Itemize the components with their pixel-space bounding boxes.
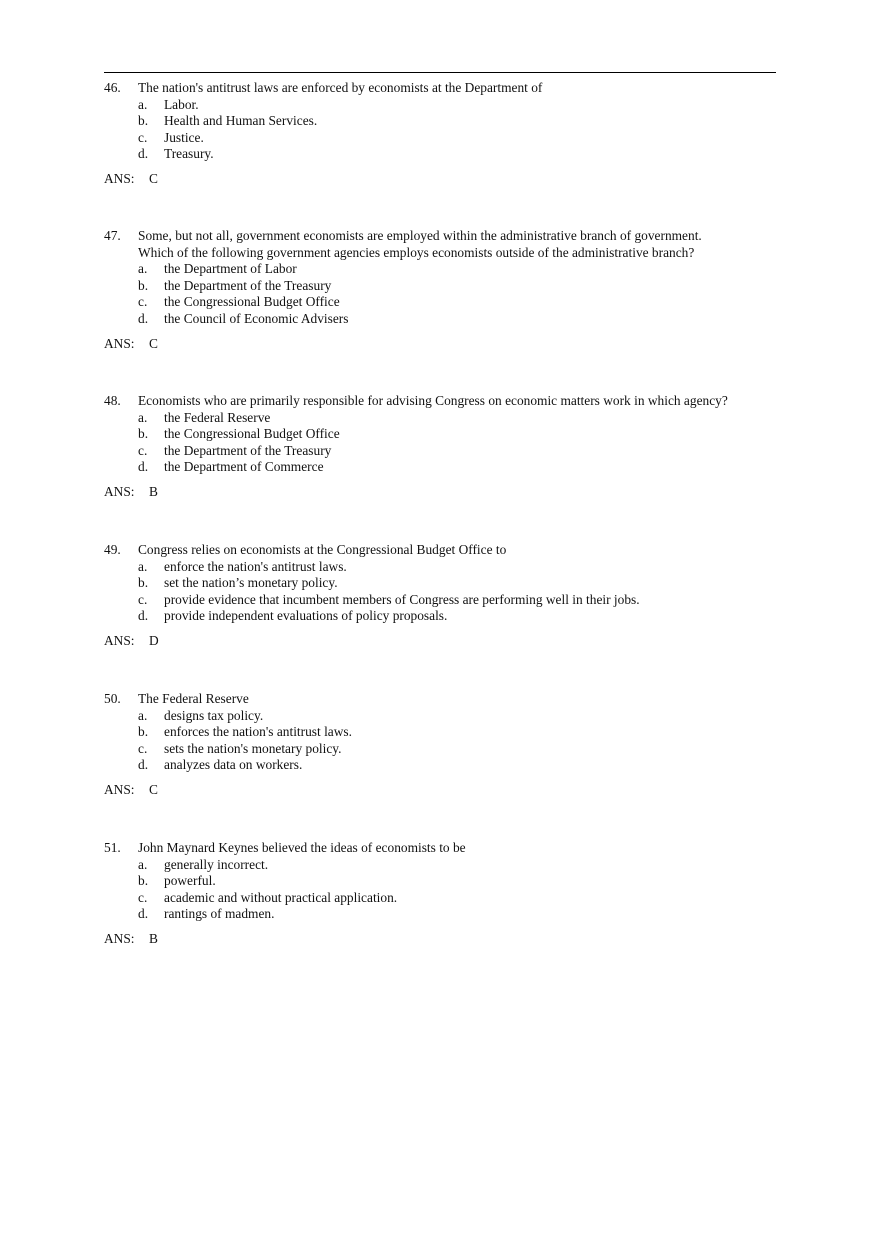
answer-value: C <box>149 781 158 797</box>
option-text: rantings of madmen. <box>164 906 275 922</box>
option-d <box>104 459 784 476</box>
question-text: Some, but not all, government economists are employed within the administrative branch of government. <box>138 228 702 243</box>
answer-label: ANS: <box>104 335 135 351</box>
question-stem-line <box>104 245 784 262</box>
option-text: provide evidence that incumbent members of Congress are performing well in their jobs. <box>164 591 640 607</box>
question-50 <box>104 691 784 799</box>
option-letter: c. <box>138 442 148 458</box>
answer-label: ANS: <box>104 781 135 797</box>
answer-value: D <box>149 632 159 648</box>
option-letter: c. <box>138 294 148 310</box>
option-text: Treasury. <box>164 146 214 162</box>
question-number: 47. <box>104 228 121 243</box>
option-text: sets the nation's monetary policy. <box>164 740 342 756</box>
option-c <box>104 130 784 147</box>
answer-label: ANS: <box>104 483 135 499</box>
option-letter: c. <box>138 889 148 905</box>
option-letter: c. <box>138 740 148 756</box>
option-text: set the nation’s monetary policy. <box>164 575 338 591</box>
option-a <box>104 97 784 114</box>
answer-line <box>104 171 784 188</box>
option-text: the Department of Labor <box>164 261 297 277</box>
answer-line <box>104 484 784 501</box>
option-letter: b. <box>138 575 149 591</box>
question-51 <box>104 840 784 948</box>
answer-value: C <box>149 335 158 351</box>
option-text: the Federal Reserve <box>164 409 271 425</box>
option-text: the Council of Economic Advisers <box>164 310 349 326</box>
question-46 <box>104 80 784 188</box>
option-letter: c. <box>138 129 148 145</box>
option-letter: a. <box>138 261 148 277</box>
answer-value: B <box>149 930 158 946</box>
question-stem-line <box>104 840 784 857</box>
question-stem-line <box>104 393 784 410</box>
option-text: academic and without practical application. <box>164 889 398 905</box>
option-text: powerful. <box>164 873 216 889</box>
question-stem-line <box>104 691 784 708</box>
option-c <box>104 592 784 609</box>
question-text: Economists who are primarily responsible for advising Congress on economic matters work in which agency? <box>138 393 728 408</box>
question-text: Which of the following government agencies employs economists outside of the administrative branch? <box>138 244 695 260</box>
option-b <box>104 873 784 890</box>
option-c <box>104 741 784 758</box>
option-text: Health and Human Services. <box>164 113 318 129</box>
question-48 <box>104 393 784 501</box>
option-text: Justice. <box>164 129 204 145</box>
option-letter: b. <box>138 113 149 129</box>
question-stem-line <box>104 228 784 245</box>
question-47 <box>104 228 784 352</box>
option-letter: d. <box>138 757 149 773</box>
option-letter: b. <box>138 277 149 293</box>
question-number: 50. <box>104 691 121 706</box>
option-d <box>104 146 784 163</box>
option-b <box>104 278 784 295</box>
question-text: John Maynard Keynes believed the ideas of economists to be <box>138 840 466 855</box>
option-d <box>104 608 784 625</box>
option-letter: a. <box>138 856 148 872</box>
option-text: analyzes data on workers. <box>164 757 303 773</box>
top-rule <box>104 72 776 73</box>
question-text: Congress relies on economists at the Congressional Budget Office to <box>138 542 507 557</box>
question-text: The Federal Reserve <box>138 691 249 706</box>
answer-value: C <box>149 170 158 186</box>
option-b <box>104 113 784 130</box>
option-text: enforces the nation's antitrust laws. <box>164 724 352 740</box>
option-text: generally incorrect. <box>164 856 269 872</box>
option-text: the Department of the Treasury <box>164 277 332 293</box>
answer-line <box>104 782 784 799</box>
option-b <box>104 426 784 443</box>
option-letter: a. <box>138 96 148 112</box>
option-text: the Congressional Budget Office <box>164 294 340 310</box>
option-text: provide independent evaluations of policy proposals. <box>164 608 448 624</box>
option-text: the Department of the Treasury <box>164 442 332 458</box>
option-b <box>104 724 784 741</box>
option-letter: a. <box>138 409 148 425</box>
option-a <box>104 261 784 278</box>
question-number: 48. <box>104 393 121 408</box>
question-stem-line <box>104 80 784 97</box>
option-d <box>104 757 784 774</box>
option-letter: a. <box>138 558 148 574</box>
option-letter: d. <box>138 310 149 326</box>
question-49 <box>104 542 784 650</box>
option-letter: c. <box>138 591 148 607</box>
answer-label: ANS: <box>104 170 135 186</box>
option-c <box>104 294 784 311</box>
option-letter: b. <box>138 873 149 889</box>
option-letter: b. <box>138 426 149 442</box>
option-d <box>104 311 784 328</box>
option-letter: d. <box>138 906 149 922</box>
option-a <box>104 708 784 725</box>
answer-value: B <box>149 483 158 499</box>
option-b <box>104 575 784 592</box>
option-text: the Congressional Budget Office <box>164 426 340 442</box>
option-c <box>104 443 784 460</box>
option-c <box>104 890 784 907</box>
option-text: Labor. <box>164 96 199 112</box>
question-number: 51. <box>104 840 121 855</box>
option-text: designs tax policy. <box>164 707 264 723</box>
option-a <box>104 559 784 576</box>
option-letter: d. <box>138 146 149 162</box>
option-a <box>104 857 784 874</box>
question-number: 49. <box>104 542 121 557</box>
question-number: 46. <box>104 80 121 95</box>
option-a <box>104 410 784 427</box>
option-d <box>104 906 784 923</box>
answer-line <box>104 633 784 650</box>
answer-label: ANS: <box>104 632 135 648</box>
answer-label: ANS: <box>104 930 135 946</box>
question-stem-line <box>104 542 784 559</box>
option-letter: d. <box>138 608 149 624</box>
question-text: The nation's antitrust laws are enforced by economists at the Department of <box>138 80 543 95</box>
option-letter: d. <box>138 459 149 475</box>
option-letter: b. <box>138 724 149 740</box>
answer-line <box>104 336 784 353</box>
option-letter: a. <box>138 707 148 723</box>
answer-line <box>104 931 784 948</box>
option-text: enforce the nation's antitrust laws. <box>164 558 347 574</box>
option-text: the Department of Commerce <box>164 459 324 475</box>
